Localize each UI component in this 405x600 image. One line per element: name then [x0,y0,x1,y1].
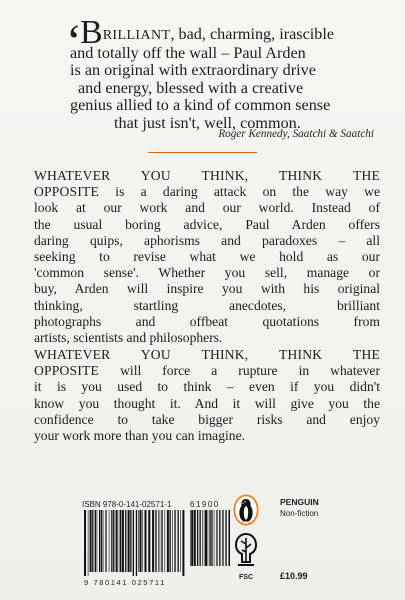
barcode-bar [99,510,100,572]
barcode-bar [172,510,173,572]
open-quote-mark: ‘ [66,15,82,68]
quote-line [70,14,388,51]
para-line: WHATEVER YOU THINK, THINK THE [34,168,380,183]
barcode-bar [191,510,193,566]
barcode-bar [125,510,126,572]
barcode-bar [130,510,131,572]
barcode-bar [161,510,162,572]
barcode-bar [200,510,201,566]
penguin-logo-icon [233,494,259,526]
barcode-bar [122,510,124,572]
para-line: daring quips, aphorisms and paradoxes – all [34,232,380,248]
barcode-bar [120,510,121,572]
barcode-bar [113,510,114,572]
barcode-bar [229,510,231,566]
isbn-label: ISBN 978-0-141-02571-1 [82,500,172,509]
barcode-bar [204,510,205,566]
barcode-bar [111,510,112,572]
para-line: your work more than you can imagine. [34,428,246,444]
barcode-bar [148,510,150,572]
para-line: buy, Arden will inspire you with his original [34,281,380,297]
barcode-bar [136,510,137,576]
publisher-name: PENGUIN [280,497,319,507]
barcode-bar [133,510,134,576]
barcode-bar [84,510,86,576]
para-line: seeking to revise what we hold as our [34,249,380,265]
barcode-bar [119,510,120,572]
quote-smallcaps: RILLIANT [102,28,171,43]
quote-line: genius allied to a kind of common sense [70,96,331,115]
barcode-bar [182,510,184,576]
section-divider [148,152,257,153]
barcode-bar [208,510,209,566]
para-line [34,184,380,200]
barcode-bar [140,510,142,572]
barcode-bar [216,510,217,566]
fsc-tree-icon [232,532,260,574]
para-line: artists, scientists and philosophers. [34,330,223,346]
fsc-label: FSC [239,574,253,581]
barcode-bar [222,510,223,566]
barcode-bar [155,510,156,572]
para-line: know you thought it. And it will give you the [34,395,380,411]
barcode-bar [90,510,92,572]
para-caps-title: OPPOSITE [34,363,100,379]
barcode-bar [178,510,179,572]
para-line-rest: will force a rupture in whatever [99,363,380,379]
para-line: look at our work and our world. Instead of [34,200,380,216]
para-line: photographs and offbeat quotations from [34,313,380,329]
para-caps-title: OPPOSITE [34,184,100,200]
barcode-bar [92,510,93,572]
barcode-bar [103,510,104,572]
barcode-bar [106,510,107,572]
quote-line: is an original with extraordinary drive [70,61,316,80]
barcode-bar [95,510,96,572]
isbn-barcode [84,510,185,576]
quote-line: that just isn't, well, common. [114,113,301,132]
barcode-bar [202,510,203,566]
para-line: thinking, startling anecdotes, brilliant [34,297,380,313]
price-code-digits: 61900 [190,500,220,509]
barcode-bar [97,510,98,572]
quote-dropcap: B [80,14,103,51]
para-line: the usual boring advice, Paul Arden offers [34,216,380,232]
barcode-bar [194,510,196,566]
quote-line: and totally off the wall – Paul Arden [70,43,306,62]
book-price: £10.99 [280,571,308,581]
barcode-bar [101,510,102,572]
para-line: 'common sense'. Whether you sell, manage or [34,265,380,281]
barcode-bar [152,510,154,572]
para-line: WHATEVER YOU THINK, THINK THE [34,347,380,362]
para-line: confidence to take bigger risks and enjoy [34,411,380,427]
description-paragraph-2 [34,347,380,444]
description-paragraph-1 [34,168,380,346]
barcode-bar [158,510,159,572]
barcode-bar [174,510,175,572]
barcode-bar [225,510,226,566]
barcode-bar [190,510,191,566]
barcode-bar [214,510,215,566]
barcode-bar [145,510,147,572]
barcode-bar [180,510,181,572]
barcode-bar [160,510,161,572]
barcode-bar [219,510,220,566]
price-code-barcode [190,510,230,566]
barcode-bar [128,510,130,572]
barcode-bar [116,510,118,572]
barcode-bar [105,510,106,572]
barcode-bar [138,510,139,572]
para-line [34,363,380,379]
barcode-bar [142,510,143,572]
para-line: it is you used to think – even if you didn't [34,379,380,395]
barcode-bar [167,510,169,572]
book-category: Non-fiction [280,509,319,518]
barcode-bar [88,510,89,576]
quote-line: and energy, blessed with a creative [78,78,304,97]
barcode-bar [109,510,110,572]
quote-attribution: Roger Kennedy, Saatchi & Saatchi [218,128,374,140]
barcode-bar [197,510,198,566]
barcode-bar [205,510,207,566]
blurb-quote [70,14,388,133]
barcode-bar [209,510,210,566]
barcode-bar [211,510,212,566]
quote-first-line-rest: , bad, charming, irascible [170,25,335,43]
barcode-bar [165,510,166,572]
para-line-rest: is a daring attack on the way we [99,184,380,200]
barcode-digits: 9 780141 025711 [84,578,166,587]
barcode-bar [170,510,171,572]
barcode-bar [217,510,218,566]
